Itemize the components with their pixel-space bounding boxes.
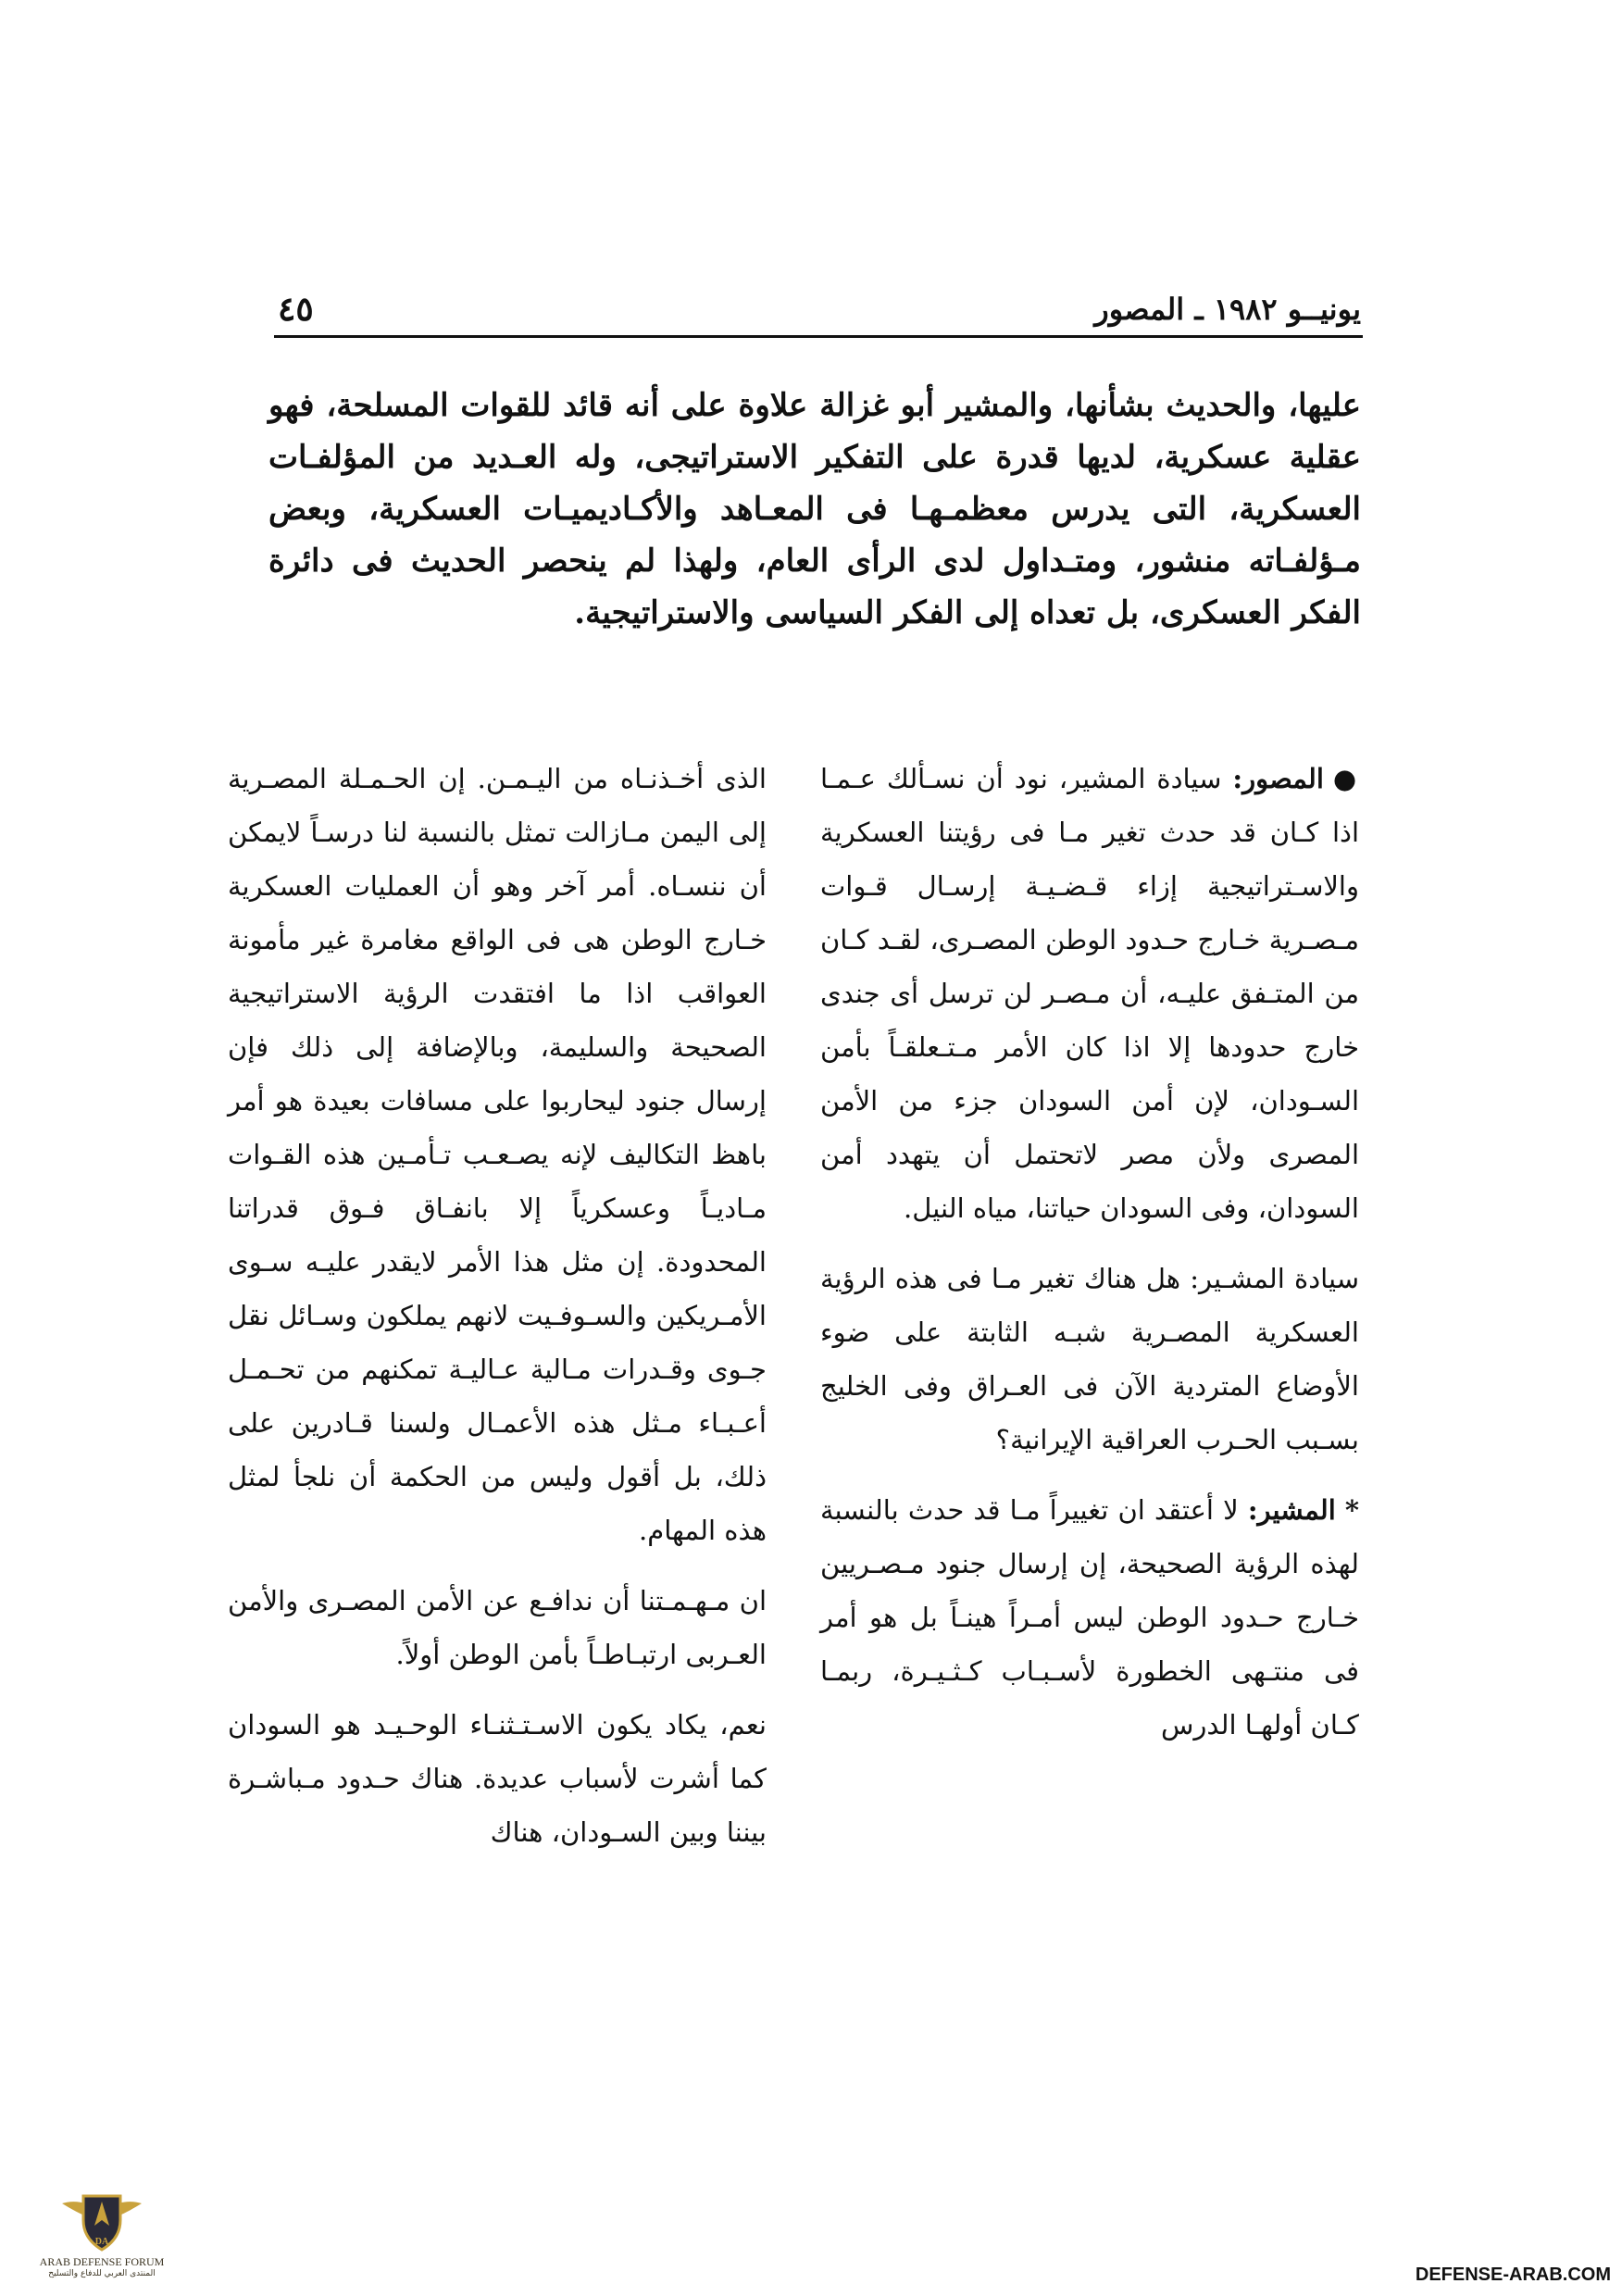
column-left [228,752,767,1876]
column-right [820,752,1359,1768]
asterisk-icon: * [1344,1494,1359,1526]
answer-paragraph-3: نعم، يكاد يكون الاسـتـثنـاء الوحـيـد هو السودان كما أشرت لأسباب عديدة. هناك حـدود مـباشـرة بيننا وبين السـودان، هناك [228,1709,767,1848]
bullet-icon: ● [1332,763,1359,794]
shield-wings-icon [60,2183,143,2255]
header-rule [274,335,1363,338]
page-header [278,283,1361,328]
arab-defense-forum-logo [28,2183,176,2292]
intro-paragraph: عليها، والحديث بشأنها، والمشير أبو غزالة علاوة على أنه قائد للقوات المسلحة، فهو عقلية عسكرية، لديها قدرة على التفكير الاستراتيجى، وله العـديد من المؤلفـات العسكرية، التى يدرس معظمـهـا فى المعـاهد والأكـاديميـات العسكرية، وبعض مـؤلفـاته منشور، ومتـداول لدى الرأى العام، ولهذا لم ينحصر الحديث فى دائرة الفكر العسكرى، بل تعداه إلى الفكر السياسى والاستراتيجية. [268,387,1361,631]
speaker-label: المصور: [1232,763,1324,794]
logo-name-en: ARAB DEFENSE FORUM [39,2255,165,2268]
speaker-label: المشير: [1247,1494,1336,1526]
answer-paragraph-2: ان مـهـمـتنا أن ندافـع عن الأمن المصـرى والأمن العـربى ارتبـاطـاً بأمن الوطن أولاً. [228,1585,767,1670]
answer-1-continued: الذى أخـذنـاه من اليـمـن. إن الحـمـلة المصـرية إلى اليمن مـازالت تمثل بالنسبة لنا درسـاً لايمكن أن ننسـاه. أمر آخر وهو أن العمليات العسكرية خـارج الوطن هى فى الواقع مغامرة غير مأمونة العواقب اذا ما افتقدت الرؤية الاستراتيجية الصحيحة والسليمة، وبالإضافة إلى ذلك فإن إرسال جنود ليحاربوا على مسافات بعيدة هو أمر باهظ التكاليف لإنه يصـعـب تـأمـين هذه القـوات مـاديـاً وعسكرياً إلا بانفـاق فـوق قدراتنا المحدودة. إن مثل هذا الأمر لايقدر عليـه سـوى الأمـريكين والسـوفـيت لانهم يملكون وسـائل نقل جـوى وقـدرات مـالية عـاليـة تمكنهم من تحـمـل أعـبـاء مـثل هذه الأعمـال ولسنا قـادرين على ذلك، بل أقول وليس من الحكمة أن نلجأ لمثل هذه المهام. [228,763,767,1546]
question-1-text: سيادة المشير، نود أن نسـألك عـمـا اذا كـان قد حدث تغير مـا فى رؤيتنا العسكرية والاسـتراتيجية إزاء قـضـيـة إرسـال قـوات مـصـرية خـارج حـدود الوطن المصـرى، لقـد كـان من المتـفق عليـه، أن مـصـر لن ترسل أى جندى خارج حدودها إلا اذا كان الأمر مـتـعلقـاً بأمن السـودان، لإن أمن السودان جزء من الأمن المصرى ولأن مصر لاتحتمل أن يتهدد أمن السودان، وفى السودان حياتنا، مياه النيل. [820,763,1359,1224]
logo-name-ar: المنتدى العربي للدفاع والتسليح [48,2269,156,2278]
logo-mark: DA [94,2237,109,2247]
question-2: سيادة المشـير: هل هناك تغير مـا فى هذه الرؤية العسكرية المصـرية شبـه الثابتة على ضوء الأوضاع المتردية الآن فى العـراق وفى الخليج بسـبب الحـرب العراقية الإيرانية؟ [820,1263,1359,1455]
answer-1-text: لا أعتقد ان تغييراً مـا قد حدث بالنسبة لهذه الرؤية الصحيحة، إن إرسال جنود مـصـريين خـارج حـدود الوطن ليس أمـراً هينـاً بل هو أمر فى منتـهى الخطورة لأسـبـاب كـثـيـرة، ربمـا كـان أولهـا الدرس [820,1494,1359,1741]
question-1 [820,752,1359,1235]
answer-1 [820,1483,1359,1752]
site-watermark: DEFENSE-ARAB.COM [1415,2265,1611,2285]
running-title: يونيــو ١٩٨٢ ـ المصور [1094,292,1361,327]
page-number: ٤٥ [278,290,314,329]
